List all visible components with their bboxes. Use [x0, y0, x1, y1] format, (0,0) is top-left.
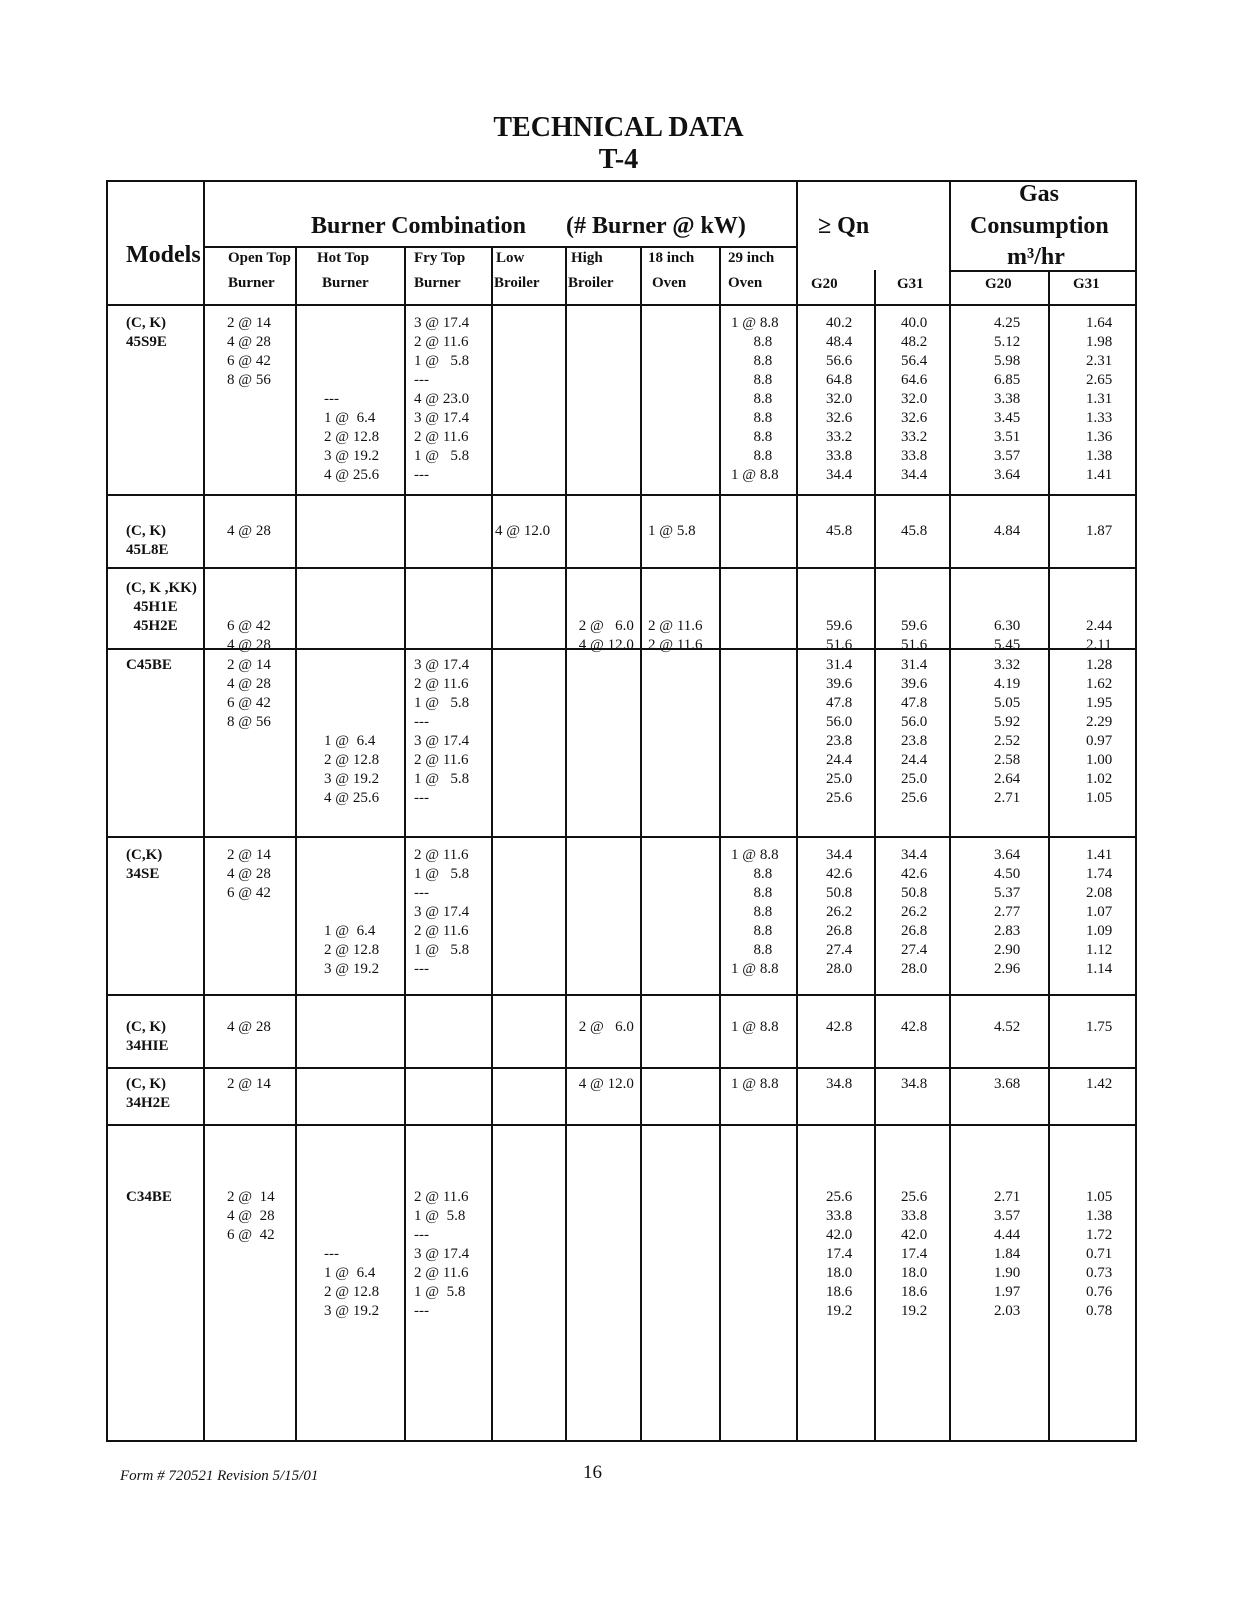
col-header-hot-top: Hot Top: [317, 250, 370, 266]
col-header-hot-top-sub: Burner: [322, 275, 369, 291]
cell-qn-g20: 45.8: [826, 523, 853, 539]
cell-high-broiler: 2 @ 6.0 4 @ 12.0: [578, 618, 634, 653]
cell-gas-g20: 3.68: [994, 1076, 1021, 1092]
row-separator: [108, 836, 1135, 838]
cell-oven29: 1 @ 8.8: [731, 1019, 779, 1035]
col-divider: [295, 248, 297, 1440]
gas-header-line1: Gas: [1019, 181, 1060, 207]
form-number: Form # 720521 Revision 5/15/01: [120, 1468, 319, 1484]
models-header: Models: [126, 242, 201, 268]
col-header-high-broiler: High: [571, 250, 603, 266]
cell-hot-top: --- 1 @ 6.4 2 @ 12.8 3 @ 19.2 4 @ 25.6: [324, 391, 380, 483]
burner-combination-header: Burner Combination: [311, 213, 526, 239]
cell-fry-top: 2 @ 11.6 1 @ 5.8 --- 3 @ 17.4 2 @ 11.6 1 @ 5.8 ---: [414, 1189, 470, 1319]
cell-oven29: 1 @ 8.8 8.8 8.8 8.8 8.8 8.8 1 @ 8.8: [731, 847, 779, 977]
gas-header-line2: Consumption: [970, 213, 1109, 239]
cell-oven18: 1 @ 5.8: [648, 523, 696, 539]
col-header-fry-top: Fry Top: [414, 250, 466, 266]
cell-qn-g20: 31.4 39.6 47.8 56.0 23.8 24.4 25.0 25.6: [826, 657, 853, 806]
cell-high-broiler: 2 @ 6.0: [575, 1019, 634, 1035]
cell-gas-g31: 1.87: [1086, 523, 1113, 539]
col-divider: [565, 248, 567, 1440]
cell-gas-g31: 1.05 1.38 1.72 0.71 0.73 0.76 0.78: [1086, 1189, 1113, 1319]
row-separator: [108, 1124, 1135, 1126]
cell-qn-g20: 42.8: [826, 1019, 853, 1035]
cell-hot-top: 1 @ 6.4 2 @ 12.8 3 @ 19.2 4 @ 25.6: [324, 733, 380, 806]
cell-open-top: 2 @ 14 4 @ 28 6 @ 42: [227, 1189, 275, 1243]
col-divider: [719, 248, 721, 1440]
cell-gas-g31: 1.42: [1086, 1076, 1113, 1092]
cell-qn-g31: 40.0 48.2 56.4 64.6 32.0 32.6 33.2 33.8 34.4: [901, 315, 928, 483]
cell-gas-g20: 6.30 5.45: [994, 618, 1021, 653]
cell-gas-g20: 4.25 5.12 5.98 6.85 3.38 3.45 3.51 3.57 3.64: [994, 315, 1021, 483]
cell-qn-g20: 25.6 33.8 42.0 17.4 18.0 18.6 19.2: [826, 1189, 853, 1319]
col-header-29-inch-oven: 29 inch: [728, 250, 775, 266]
cell-high-broiler: 4 @ 12.0: [575, 1076, 634, 1092]
col-header-qn-g31: G31: [897, 276, 924, 292]
col-divider: [404, 248, 406, 1440]
cell-gas-g20: 3.32 4.19 5.05 5.92 2.52 2.58 2.64 2.71: [994, 657, 1021, 806]
cell-gas-g31: 1.64 1.98 2.31 2.65 1.31 1.33 1.36 1.38 1.41: [1086, 315, 1113, 483]
cell-qn-g20: 59.6 51.6: [826, 618, 853, 653]
col-header-open-top: Open Top: [228, 250, 291, 266]
col-header-open-top-sub: Burner: [228, 275, 275, 291]
cell-open-top: 2 @ 14 4 @ 28 6 @ 42: [227, 847, 271, 901]
row-separator: [108, 494, 1135, 496]
cell-model: C45BE: [126, 657, 172, 673]
cell-fry-top: 3 @ 17.4 2 @ 11.6 1 @ 5.8 --- 4 @ 23.0 3 @ 17.4 2 @ 11.6 1 @ 5.8 ---: [414, 315, 470, 483]
cell-qn-g31: 59.6 51.6: [901, 618, 928, 653]
page-title: TECHNICAL DATA: [493, 112, 744, 143]
header-underline: [203, 246, 797, 248]
cell-model: (C, K ,KK) 45H1E 45H2E: [126, 580, 197, 634]
col-header-18-inch-oven-sub: Oven: [652, 275, 687, 291]
cell-qn-g31: 45.8: [901, 523, 928, 539]
col-header-gas-g31: G31: [1073, 276, 1100, 292]
page-number: 16: [583, 1462, 602, 1483]
cell-open-top: 4 @ 28: [227, 1019, 271, 1035]
cell-open-top: 6 @ 42 4 @ 28: [227, 618, 271, 653]
cell-model: (C, K) 45S9E: [126, 315, 167, 350]
row-separator: [108, 994, 1135, 996]
cell-open-top: 2 @ 14 4 @ 28 6 @ 42 8 @ 56: [227, 657, 271, 730]
cell-qn-g31: 34.8: [901, 1076, 928, 1092]
col-divider: [796, 182, 798, 1440]
col-divider: [640, 248, 642, 1440]
col-divider: [874, 270, 876, 1440]
cell-model: (C,K) 34SE: [126, 847, 163, 882]
cell-model: (C, K) 34H2E: [126, 1076, 171, 1111]
burner-unit-header: (# Burner @ kW): [566, 213, 746, 239]
cell-gas-g31: 1.41 1.74 2.08 1.07 1.09 1.12 1.14: [1086, 847, 1113, 977]
col-header-low-broiler: Low: [496, 250, 525, 266]
col-header-29-inch-oven-sub: Oven: [728, 275, 763, 291]
cell-model: (C, K) 34HIE: [126, 1019, 169, 1054]
cell-fry-top: 3 @ 17.4 2 @ 11.6 1 @ 5.8 --- 3 @ 17.4 2 @ 11.6 1 @ 5.8 ---: [414, 657, 470, 806]
col-divider: [203, 182, 205, 1440]
col-header-fry-top-sub: Burner: [414, 275, 461, 291]
row-separator: [108, 567, 1135, 569]
cell-oven29: 1 @ 8.8: [731, 1076, 779, 1092]
col-divider: [949, 182, 951, 1440]
cell-qn-g31: 42.8: [901, 1019, 928, 1035]
cell-low-broiler: 4 @ 12.0: [495, 523, 551, 539]
cell-model: (C, K) 45L8E: [126, 523, 169, 558]
cell-qn-g31: 25.6 33.8 42.0 17.4 18.0 18.6 19.2: [901, 1189, 928, 1319]
cell-qn-g31: 34.4 42.6 50.8 26.2 26.8 27.4 28.0: [901, 847, 928, 977]
header-separator: [108, 304, 1135, 306]
cell-qn-g20: 40.2 48.4 56.6 64.8 32.0 32.6 33.2 33.8 34.4: [826, 315, 853, 483]
cell-qn-g20: 34.4 42.6 50.8 26.2 26.8 27.4 28.0: [826, 847, 853, 977]
col-header-low-broiler-sub: Broiler: [494, 275, 540, 291]
col-divider: [491, 248, 493, 1440]
cell-open-top: 4 @ 28: [227, 523, 271, 539]
col-header-18-inch-oven: 18 inch: [648, 250, 695, 266]
cell-oven18: 2 @ 11.6 2 @ 11.6: [648, 618, 703, 653]
row-separator: [108, 1067, 1135, 1069]
cell-open-top: 2 @ 14 4 @ 28 6 @ 42 8 @ 56: [227, 315, 271, 388]
cell-gas-g31: 2.44 2.11: [1086, 618, 1113, 653]
cell-fry-top: 2 @ 11.6 1 @ 5.8 --- 3 @ 17.4 2 @ 11.6 1 @ 5.8 ---: [414, 847, 470, 977]
cell-gas-g31: 1.28 1.62 1.95 2.29 0.97 1.00 1.02 1.05: [1086, 657, 1113, 806]
cell-gas-g20: 3.64 4.50 5.37 2.77 2.83 2.90 2.96: [994, 847, 1021, 977]
col-header-gas-g20: G20: [985, 276, 1012, 292]
cell-model: C34BE: [126, 1189, 172, 1205]
cell-gas-g20: 2.71 3.57 4.44 1.84 1.90 1.97 2.03: [994, 1189, 1021, 1319]
cell-hot-top: --- 1 @ 6.4 2 @ 12.8 3 @ 19.2: [324, 1246, 380, 1319]
cell-qn-g20: 34.8: [826, 1076, 853, 1092]
cell-hot-top: 1 @ 6.4 2 @ 12.8 3 @ 19.2: [324, 923, 380, 977]
cell-qn-g31: 31.4 39.6 47.8 56.0 23.8 24.4 25.0 25.6: [901, 657, 928, 806]
col-header-high-broiler-sub: Broiler: [568, 275, 614, 291]
gas-unit-header: m³/hr: [1007, 244, 1065, 270]
cell-open-top: 2 @ 14: [227, 1076, 271, 1092]
cell-gas-g31: 1.75: [1086, 1019, 1113, 1035]
cell-gas-g20: 4.84: [994, 523, 1021, 539]
page-subtitle: T-4: [598, 144, 639, 175]
qn-header: ≥ Qn: [818, 213, 870, 239]
cell-gas-g20: 4.52: [994, 1019, 1021, 1035]
cell-oven29: 1 @ 8.8 8.8 8.8 8.8 8.8 8.8 8.8 8.8 1 @ 8.8: [731, 315, 779, 483]
col-divider: [1048, 270, 1050, 1440]
col-header-qn-g20: G20: [811, 276, 838, 292]
